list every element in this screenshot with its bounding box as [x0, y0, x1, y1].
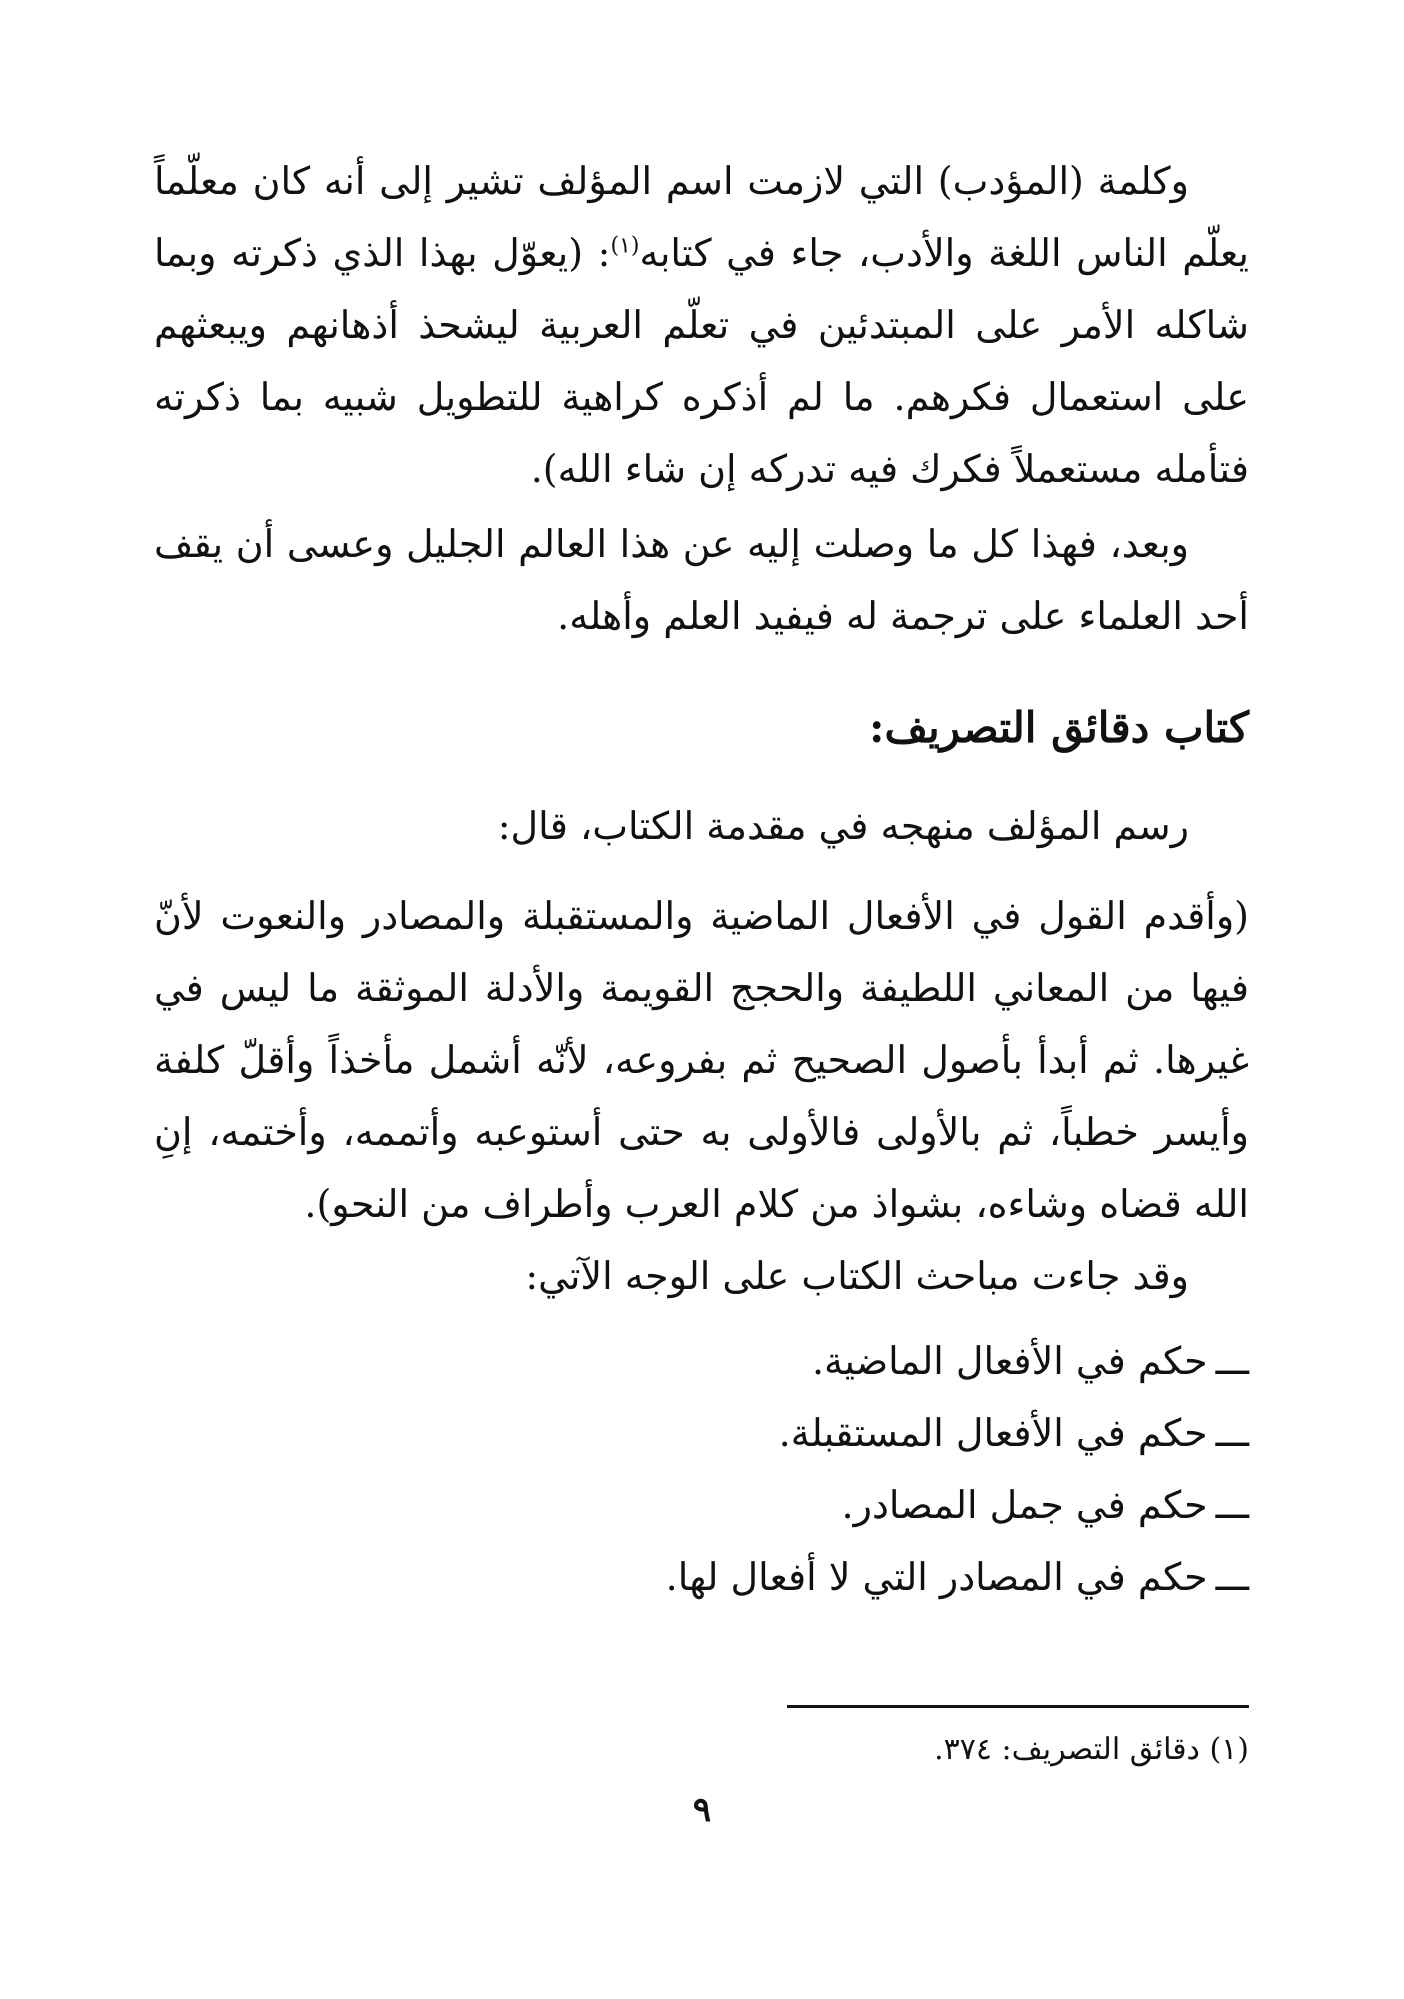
- footnote-divider: [787, 1705, 1249, 1708]
- chapters-list: [666, 1325, 1249, 1613]
- footnote-reference: (١): [610, 233, 640, 259]
- dash-marker: ـــ: [1215, 1411, 1249, 1455]
- page-number: ٩: [692, 1790, 712, 1830]
- author-quote-text: (وأقدم القول في الأفعال الماضية والمستقبلة والمصادر والنعوت لأنّ فيها من المعاني اللطيفة والحجج القويمة والأدلة الموثقة ما ليس في غيرها. ثم أبدأ بأصول الصحيح ثم بفروعه، لأنّه أشمل مأخذاً وأقلّ كلفة وأيسر خطباً، ثم بالأولى فالأولى به حتى أستوعبه وأتممه، وأختمه، إنِ الله قضاه وشاءه، بشواذ من كلام العرب وأطراف من النحو).: [154, 894, 1249, 1226]
- list-item: [666, 1469, 1249, 1541]
- list-item: [666, 1397, 1249, 1469]
- list-item-text: حكم في المصادر التي لا أفعال لها.: [665, 1555, 1208, 1599]
- dash-marker: ـــ: [1215, 1339, 1249, 1383]
- list-item-text: حكم في جمل المصادر.: [841, 1483, 1208, 1527]
- dash-marker: ـــ: [1215, 1555, 1249, 1599]
- section-heading: كتاب دقائق التصريف:: [869, 703, 1249, 752]
- list-intro-paragraph: [154, 1240, 1249, 1312]
- list-item: [666, 1325, 1249, 1397]
- intro-quote-text: : (يعوّل بهذا الذي ذكرته وبما شاكله الأمر على المبتدئين في تعلّم العربية ليشحذ أذهانهم ويبعثهم على استعمال فكرهم. ما لم أذكره كراهية للتطويل شبيه بما ذكرته فتأمله مستعملاً فكرك فيه تدركه إن شاء الله).: [154, 231, 1249, 491]
- closing-text: وبعد، فهذا كل ما وصلت إليه عن هذا العالم الجليل وعسى أن يقف أحد العلماء على ترجمة له فيفيد العلم وأهله.: [154, 522, 1249, 638]
- intro-text: وكلمة (المؤدب) التي لازمت اسم المؤلف تشير إلى أنه كان معلّماً يعلّم الناس اللغة والأدب، جاء في كتابه: [154, 159, 1250, 275]
- list-item-text: حكم في الأفعال الماضية.: [811, 1339, 1208, 1383]
- footnote: (١) دقائق التصريف: ٣٧٤.: [934, 1732, 1249, 1767]
- list-intro-text: وقد جاءت مباحث الكتاب على الوجه الآتي:: [525, 1254, 1189, 1298]
- author-quote-paragraph: [154, 880, 1249, 1240]
- method-intro-paragraph: [154, 790, 1249, 862]
- list-item-text: حكم في الأفعال المستقبلة.: [778, 1411, 1208, 1455]
- dash-marker: ـــ: [1215, 1483, 1249, 1527]
- method-intro-text: رسم المؤلف منهجه في مقدمة الكتاب، قال:: [497, 804, 1189, 848]
- list-item: [666, 1541, 1249, 1613]
- closing-paragraph: [154, 508, 1249, 652]
- intro-paragraph: [154, 145, 1249, 505]
